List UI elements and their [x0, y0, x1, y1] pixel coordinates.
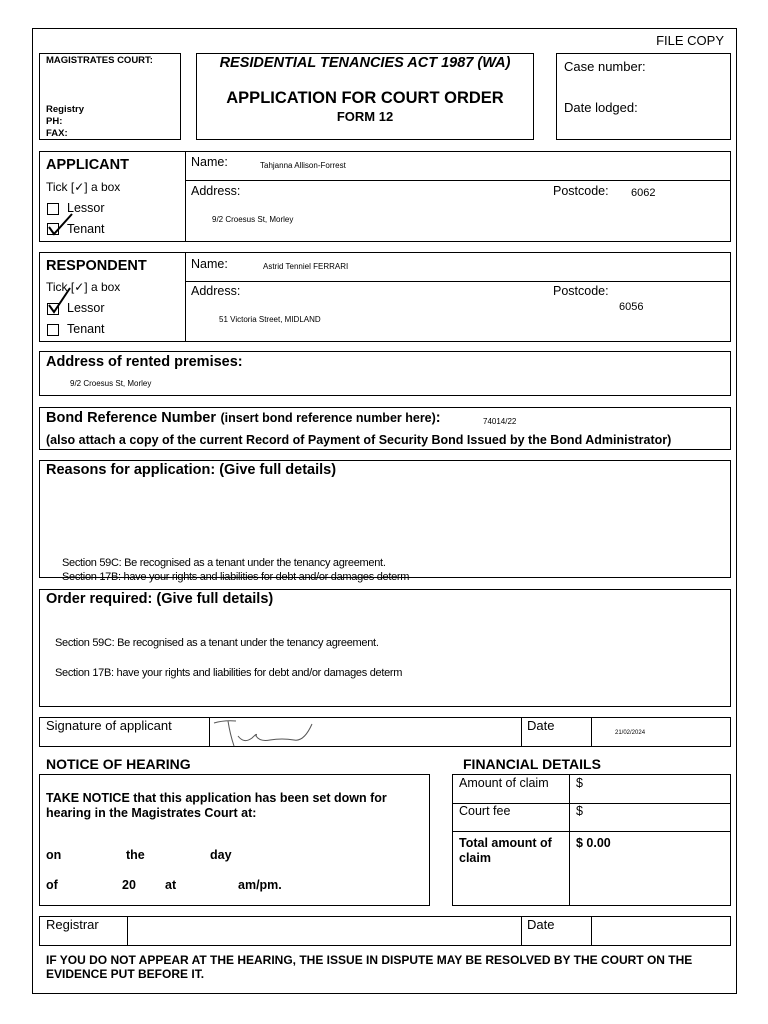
notice-on: on [46, 848, 62, 862]
notice-ampm: am/pm. [238, 878, 282, 892]
applicant-name-label: Name: [191, 155, 228, 169]
notice-box [39, 774, 430, 906]
respondent-tick-instruction: Tick [✓] a box [46, 280, 121, 294]
premises-section [39, 351, 731, 396]
notice-heading: NOTICE OF HEARING [46, 756, 191, 772]
order-line-2-clip [55, 667, 425, 681]
respondent-address-value[interactable]: 51 Victoria Street, MIDLAND [219, 315, 321, 324]
reasons-section [39, 460, 731, 583]
applicant-name-value[interactable]: Tahjanna Allison-Forrest [260, 161, 346, 170]
act-title: RESIDENTIAL TENANCIES ACT 1987 (WA) [219, 55, 511, 71]
respondent-heading: RESPONDENT [46, 258, 147, 274]
case-number-label: Case number: [564, 59, 646, 74]
financial-heading: FINANCIAL DETAILS [463, 756, 601, 772]
applicant-tick-instruction: Tick [✓] a box [46, 180, 121, 194]
bond-label-colon: : [435, 410, 441, 426]
reasons-label: Reasons for application: (Give full details) [46, 462, 337, 478]
bond-label [46, 409, 441, 427]
applicant-postcode-label: Postcode: [553, 184, 609, 198]
date-lodged-label: Date lodged: [564, 100, 638, 115]
fax-label: FAX: [46, 128, 68, 139]
order-line-1[interactable]: Section 59C: Be recognised as a tenant under the tenancy agreement. [55, 637, 379, 649]
notice-at: at [165, 878, 177, 892]
bond-label-paren: (insert bond reference number here) [220, 411, 436, 425]
reasons-line-1[interactable]: Section 59C: Be recognised as a tenant under the tenancy agreement. [62, 557, 386, 569]
notice-of: of [46, 878, 58, 892]
signature-label: Signature of applicant [46, 718, 172, 733]
court-label: MAGISTRATES COURT: [46, 55, 153, 66]
notice-the: the [126, 848, 145, 862]
notice-year-prefix: 20 [122, 878, 136, 892]
bond-attach-note: (also attach a copy of the current Record of Payment of Security Bond Issued by the Bond Administrator) [46, 433, 672, 447]
applicant-section [39, 151, 731, 242]
applicant-heading: APPLICANT [46, 157, 129, 173]
order-line-2[interactable]: Section 17B: have your rights and liabilities for debt and/or damages determ [55, 667, 403, 679]
bond-section [39, 407, 731, 450]
signature-date-value[interactable]: 21/02/2024 [615, 730, 646, 736]
premises-label: Address of rented premises: [46, 354, 243, 370]
form-number: FORM 12 [336, 109, 394, 124]
notice-day: day [210, 848, 232, 862]
applicant-postcode-value[interactable]: 6062 [631, 187, 656, 199]
handwritten-signature-icon[interactable] [212, 718, 352, 748]
respondent-postcode-value[interactable]: 6056 [619, 301, 644, 313]
registry-label: Registry [46, 104, 85, 115]
respondent-tenant-label: Tenant [67, 322, 105, 336]
signature-row [39, 717, 731, 747]
court-box [39, 53, 181, 140]
court-fee-label: Court fee [459, 804, 511, 818]
registrar-date-label: Date [527, 917, 555, 932]
premises-value[interactable]: 9/2 Croesus St, Morley [70, 379, 152, 388]
respondent-postcode-label: Postcode: [553, 284, 609, 298]
footer-warning: IF YOU DO NOT APPEAR AT THE HEARING, THE ISSUE IN DISPUTE MAY BE RESOLVED BY THE COURT ON THE EVIDENCE PUT BEFORE IT. [46, 953, 693, 981]
registrar-label: Registrar [46, 917, 99, 932]
respondent-lessor-label: Lessor [67, 301, 105, 315]
bond-value[interactable]: 74014/22 [483, 417, 517, 426]
take-notice-text: TAKE NOTICE that this application has been set down for hearing in the Magistrates Court at: [46, 791, 387, 820]
applicant-address-value[interactable]: 9/2 Croesus St, Morley [212, 215, 294, 224]
signature-date-label: Date [527, 718, 555, 733]
order-section [39, 589, 731, 707]
reasons-line-2[interactable]: Section 17B: have your rights and liabilities for debt and/or damages determ [62, 571, 410, 583]
reasons-line-2-clip [62, 571, 445, 583]
respondent-address-label: Address: [191, 284, 241, 298]
ph-label: PH: [46, 116, 63, 127]
amount-of-claim-value[interactable]: $ [576, 776, 583, 790]
order-label: Order required: (Give full details) [46, 591, 274, 607]
financial-box [452, 774, 731, 906]
applicant-address-label: Address: [191, 184, 241, 198]
total-amount-value[interactable]: $ 0.00 [576, 836, 611, 850]
court-fee-value[interactable]: $ [576, 804, 583, 818]
respondent-section [39, 252, 731, 342]
file-copy-label: FILE COPY [656, 33, 724, 48]
title-box [196, 53, 534, 140]
applicant-lessor-label: Lessor [67, 201, 105, 215]
bond-label-bold: Bond Reference Number [46, 410, 217, 426]
registrar-row [39, 916, 731, 946]
respondent-tenant-checkbox[interactable] [47, 324, 59, 336]
applicant-tenant-label: Tenant [67, 222, 105, 236]
form-title: APPLICATION FOR COURT ORDER [226, 89, 504, 107]
case-box [556, 53, 731, 140]
respondent-name-label: Name: [191, 257, 228, 271]
respondent-name-value[interactable]: Astrid Tenniel FERRARI [263, 262, 349, 271]
total-amount-label: Total amount of claim [459, 836, 552, 865]
amount-of-claim-label: Amount of claim [459, 776, 549, 790]
